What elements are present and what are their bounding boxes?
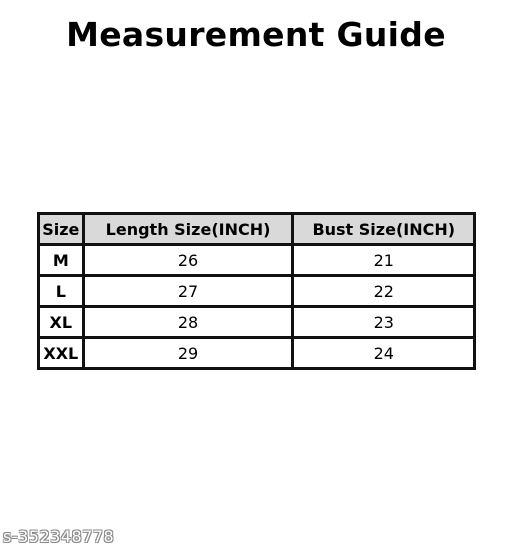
- header-bust-size: Bust Size(INCH): [293, 214, 475, 245]
- length-cell: 28: [83, 307, 293, 338]
- bust-cell: 23: [293, 307, 475, 338]
- bust-cell: 24: [293, 338, 475, 369]
- table-row: [39, 245, 475, 276]
- table-row: [39, 276, 475, 307]
- length-cell: 29: [83, 338, 293, 369]
- bust-cell: 21: [293, 245, 475, 276]
- table-header-row: [39, 214, 475, 245]
- header-size: Size: [39, 214, 84, 245]
- size-cell: M: [39, 245, 84, 276]
- watermark-id: s-352348778: [3, 527, 115, 546]
- page-title: Measurement Guide: [66, 15, 446, 54]
- header-length-size: Length Size(INCH): [83, 214, 293, 245]
- size-cell: L: [39, 276, 84, 307]
- bust-cell: 22: [293, 276, 475, 307]
- table-header: [39, 214, 475, 245]
- length-cell: 26: [83, 245, 293, 276]
- table-row: [39, 338, 475, 369]
- table-body: [39, 245, 475, 369]
- length-cell: 27: [83, 276, 293, 307]
- size-cell: XXL: [39, 338, 84, 369]
- size-cell: XL: [39, 307, 84, 338]
- measurement-table: [37, 212, 476, 370]
- table-row: [39, 307, 475, 338]
